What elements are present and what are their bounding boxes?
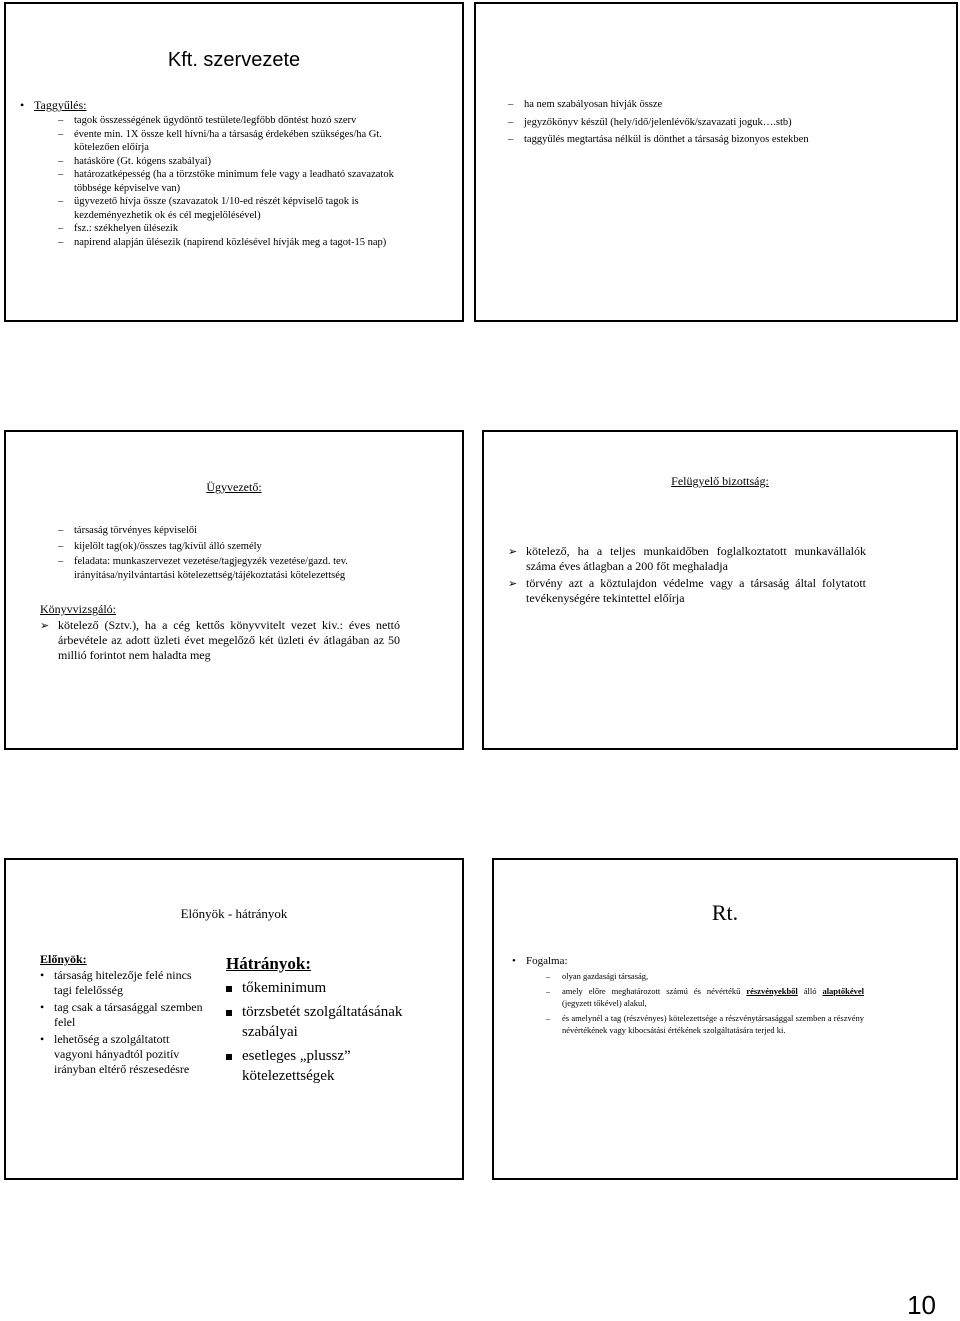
ugyvezeto-list — [58, 524, 428, 582]
bullet-dot-icon: • — [20, 98, 25, 112]
list-item: ➢ törvény azt a köztulajdon védelme vagy a társaság által folytatott tevékenységére tekintettel előírja — [508, 576, 866, 606]
text-span: álló — [797, 985, 823, 996]
list-item: esetleges „plussz” kötelezettségek — [224, 1046, 404, 1086]
list-item: – fsz.: székhelyen ülésezik — [58, 222, 428, 236]
list-item: – határozatképesség (ha a törzstőke minimum fele vagy a leadható szavazatok többsége képviselve van) — [58, 168, 428, 195]
list-item: – kijelölt tag(ok)/összes tag/kívül álló személy — [58, 540, 428, 554]
text-span: amely előre meghatározott számú és névértékű — [562, 985, 747, 996]
text-span-emphasis: alaptőkével — [822, 985, 864, 996]
slide-felugyelo-bizottsag — [482, 430, 958, 750]
list-item: – tagok összességének ügydöntő testülete/legfőbb döntést hozó szerv — [58, 114, 428, 128]
heading-fogalma: Fogalma: — [526, 955, 568, 967]
list-item: • tag csak a társasággal szemben felel — [40, 1000, 210, 1030]
list-item: – napirend alapján ülésezik (napirend közlésével hívják meg a tagot-15 nap) — [58, 236, 428, 250]
heading-taggyules: Taggyűlés: — [34, 98, 87, 112]
slide-title: Kft. szervezete — [167, 49, 301, 71]
elonyok-list — [40, 968, 210, 1077]
list-item: – társaság törvényes képviselői — [58, 524, 428, 538]
fb-list — [508, 544, 866, 606]
rt-list — [546, 970, 864, 1037]
slide-elonyok-hatranyok — [4, 858, 464, 1180]
list-item: • lehetőség a szolgáltatott vagyoni hányadtól pozitív irányban eltérő részesedésre — [40, 1032, 210, 1077]
slide-ugyvezeto — [4, 430, 464, 750]
list-item: – taggyűlés megtartása nélkül is dönthet a társaság bizonyos estekben — [508, 133, 928, 147]
list-item: törzsbetét szolgáltatásának szabályai — [224, 1002, 404, 1042]
slide-title: Rt. — [711, 900, 739, 925]
list-item: ➢ kötelező, ha a teljes munkaidőben foglalkoztatott munkavállalók száma éves átlagban a 200 főt meghaladja — [508, 544, 866, 574]
list-item: – és amelynél a tag (részvényes) kötelezettsége a részvénytársasággal szemben a részvény névértékének vagy kibocsátási értékének szolgáltatására terjed ki. — [546, 1012, 864, 1037]
hatranyok-list — [224, 978, 404, 1086]
slide-title: Ügyvezető: — [206, 480, 262, 494]
slide-rt — [492, 858, 958, 1180]
list-item: – ha nem szabályosan hívják össze — [508, 98, 928, 112]
bullet-fogalma — [512, 954, 568, 968]
bullet-taggyules — [20, 98, 87, 113]
list-item: – hatásköre (Gt. kógens szabályai) — [58, 155, 428, 169]
heading-hatranyok: Hátrányok: — [226, 954, 311, 973]
heading-elonyok: Előnyök: — [40, 952, 87, 966]
bullet-dot-icon: • — [512, 955, 516, 967]
list-item: • társaság hitelezője felé nincs tagi felelősség — [40, 968, 210, 998]
page-number: 10 — [907, 1290, 936, 1320]
text-span-emphasis: részvényekből — [746, 985, 798, 996]
list-item: – ügyvezető hívja össze (szavazatok 1/10-ed részét képviselő tagok is kezdeményezhetik ok és cél megjelölésével) — [58, 195, 428, 222]
slide-kft-szervezete — [4, 2, 464, 322]
list-item — [546, 985, 864, 1010]
heading-konyvvizsgalo: Könyvvizsgáló: — [40, 602, 116, 616]
list-item: – jegyzőkönyv készül (hely/idő/jelenlévők/szavazati joguk….stb) — [508, 116, 928, 130]
list-item: – olyan gazdasági társaság, — [546, 970, 864, 983]
taggyules-list — [58, 114, 428, 249]
list-item: tőkeminimum — [224, 978, 404, 998]
text-span: (jegyzett tőkével) alakul, — [562, 998, 647, 1008]
list-item: – feladata: munkaszervezet vezetése/tagjegyzék vezetése/gazd. tev. irányítása/nyilvántartási kötelezettség/tájékoztatási kötelezettség — [58, 555, 428, 582]
taggyules-cont-list — [508, 98, 928, 147]
slide-title: Előnyök - hátrányok — [180, 906, 288, 921]
list-item: – évente min. 1X össze kell hívni/ha a társaság érdekében szükséges/ha Gt. kötelezően előírja — [58, 128, 428, 155]
slide-title: Felügyelő bizottság: — [671, 474, 769, 488]
konyvvizsgalo-item — [40, 618, 400, 663]
list-item: ➢ kötelező (Sztv.), ha a cég kettős könyvvitelt vezet kiv.: éves nettó árbevétele az adott üzleti évet megelőző két üzleti év átlagában az 50 millió forintot nem haladta meg — [40, 618, 400, 663]
slide-taggyules-cont — [474, 2, 958, 322]
